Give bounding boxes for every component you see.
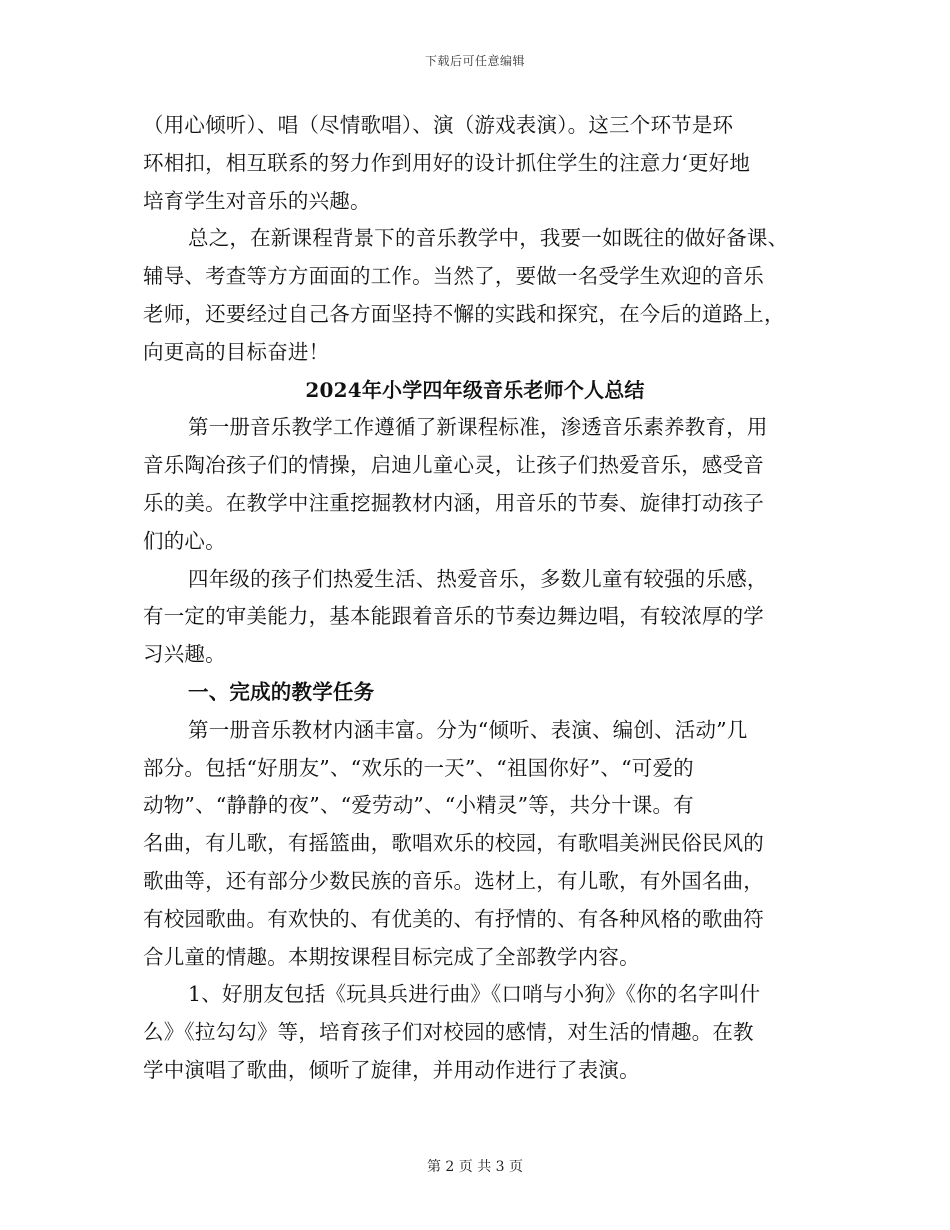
body-line: 合儿童的情趣。本期按课程目标完成了全部教学内容。 <box>143 944 640 969</box>
body-line: 名曲，有儿歌，有摇篮曲，歌唱欢乐的校园，有歌唱美洲民俗民风的 <box>143 831 764 856</box>
body-line: 培育学生对音乐的兴趣。 <box>143 188 371 213</box>
body-line: 四年级的孩子们热爱生活、热爱音乐，多数儿童有较强的乐感， <box>188 566 768 591</box>
body-line: 么》《拉勾勾》等，培育孩子们对校园的感情，对生活的情趣。在教 <box>143 1020 754 1045</box>
body-line: 老师，还要经过自己各方面坚持不懈的实践和探究，在今后的道路上， <box>143 301 785 326</box>
page-number: 第 2 页 共 3 页 <box>426 1159 524 1175</box>
body-line: 乐的美。在教学中注重挖掘教材内涵，用音乐的节奏、旋律打动孩子 <box>143 490 764 515</box>
section-title: 2024年小学四年级音乐老师个人总结 <box>305 377 645 402</box>
body-line: 习兴趣。 <box>143 642 226 667</box>
body-line: 们的心。 <box>143 528 226 553</box>
body-line: 总之，在新课程背景下的音乐教学中，我要一如既往的做好备课、 <box>188 226 789 251</box>
document-body <box>143 110 807 1093</box>
body-line: 辅导、考查等方方面面的工作。当然了，要做一名受学生欢迎的音乐 <box>143 264 764 289</box>
body-line: （用心倾听）、唱（尽情歌唱）、演（游戏表演）。这三个环节是环 <box>143 113 734 137</box>
body-line: 动物”、“静静的夜”、“爱劳动”、“小精灵”等，共分十课。有 <box>143 793 694 818</box>
body-line: 音乐陶冶孩子们的情操，启迪儿童心灵，让孩子们热爱音乐，感受音 <box>143 453 764 478</box>
body-line: 第一册音乐教学工作遵循了新课程标准，渗透音乐素养教育，用 <box>188 415 768 440</box>
body-line: 第一册音乐教材内涵丰富。分为“倾听、表演、编创、活动”几 <box>188 717 748 742</box>
body-line: 1、好朋友包括《玩具兵进行曲》《口哨与小狗》《你的名字叫什 <box>188 982 761 1007</box>
section-heading: 一、完成的教学任务 <box>188 679 375 704</box>
body-line: 部分。包括“好朋友”、“欢乐的一天”、“祖国你好”、“可爱的 <box>143 755 694 780</box>
body-line: 有一定的审美能力，基本能跟着音乐的节奏边舞边唱，有较浓厚的学 <box>143 604 764 629</box>
page-header: 下载后可任意编辑 <box>424 54 525 68</box>
body-line: 歌曲等，还有部分少数民族的音乐。选材上，有儿歌，有外国名曲， <box>143 868 764 893</box>
body-line: 有校园歌曲。有欢快的、有优美的、有抒情的、有各种风格的歌曲符 <box>143 906 764 931</box>
body-line: 学中演唱了歌曲，倾听了旋律，并用动作进行了表演。 <box>143 1057 640 1082</box>
body-line: 环相扣，相互联系的努力作到用好的设计抓住学生的注意力‘更好地 <box>143 150 751 175</box>
body-line: 向更高的目标奋进！ <box>143 339 330 364</box>
